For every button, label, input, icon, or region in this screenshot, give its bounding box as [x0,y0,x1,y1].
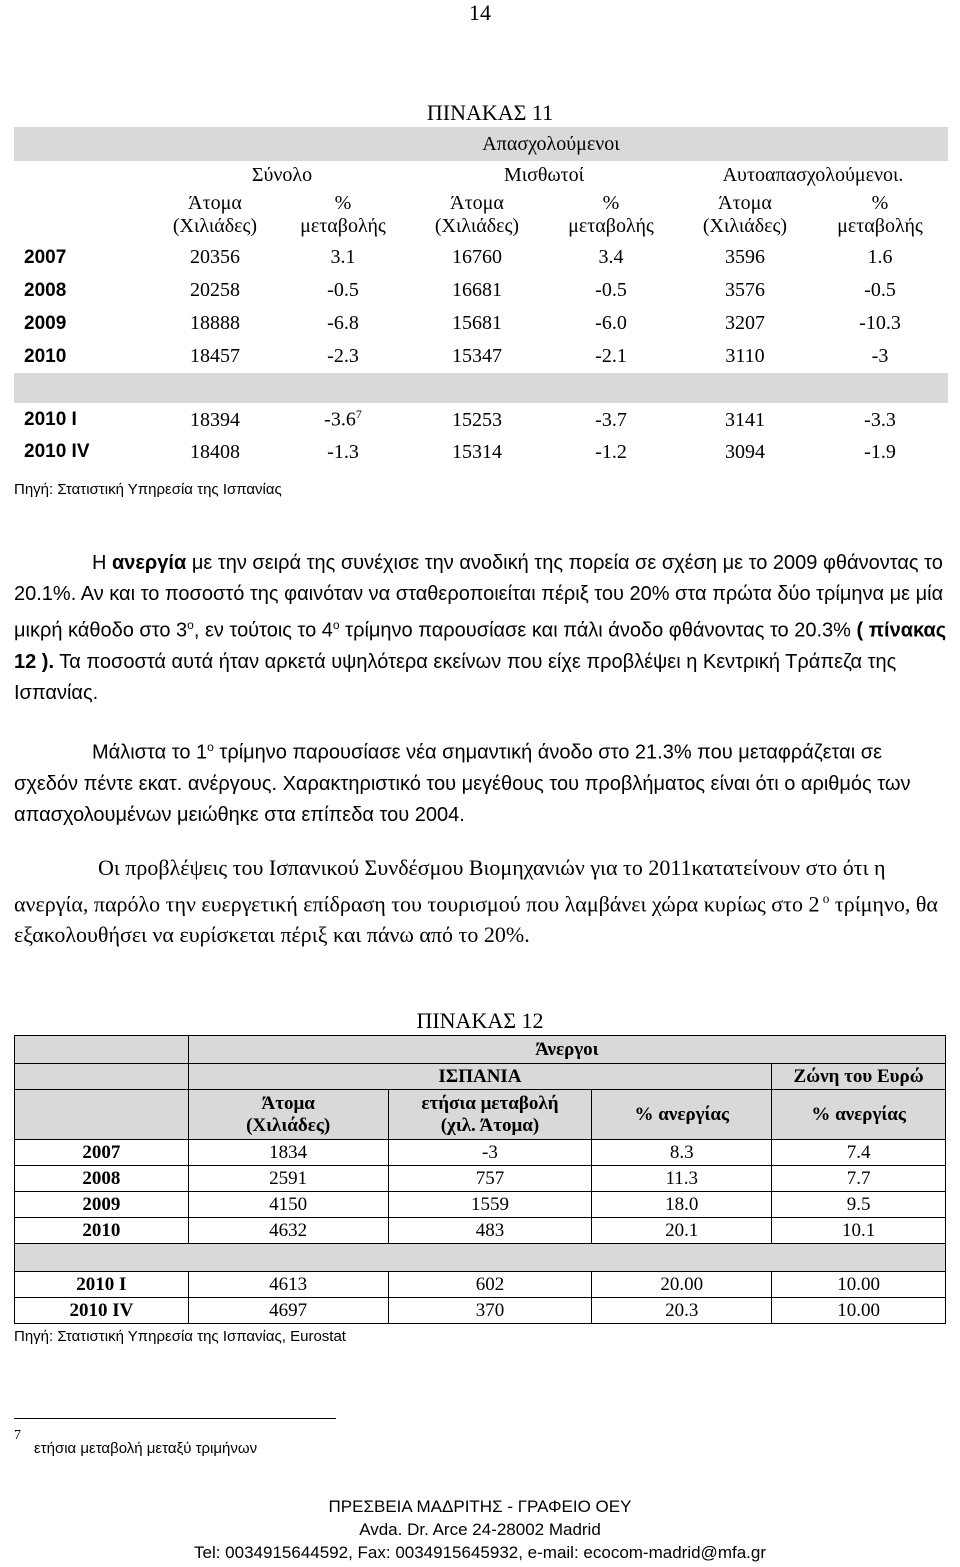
table-row: 2010 I 4613 602 20.00 10.00 [15,1272,946,1298]
table-separator [14,373,948,403]
col-header: % ανεργίας [592,1090,772,1140]
col-header: Άτομα (Χιλιάδες) [434,192,520,237]
table11-source: Πηγή: Στατιστική Υπηρεσία της Ισπανίας [14,481,282,498]
table11-header-main: Απασχολούμενοι [154,127,948,161]
footer-line-3: Tel: 0034915644592, Fax: 0034915645932, e-mail: ecocom-madrid@mfa.gr [194,1543,766,1562]
col-header: % μεταβολής [837,192,923,237]
footer-line-1: ΠΡΕΣΒΕΙΑ ΜΑΔΡΙΤΗΣ - ΓΡΑΦΕΙΟ ΟΕΥ [328,1497,632,1516]
table12-title: ΠΙΝΑΚΑΣ 12 [416,1008,544,1033]
col-header: ετήσια μεταβολή (χιλ. Άτομα) [388,1090,592,1140]
paragraph-1: Η ανεργία με την σειρά της συνέχισε την ανοδική της πορεία σε σχέση με το 2009 φθάνοντας το 20.1%. Αν και το ποσοστό της φαινόταν να σταθεροποιείται πέριξ του 20% στα πρώτα δύο τρίμηνα με μία μικρή κάθοδο στο $3^o$, εν τούτοις το $4^o$ τρίμηνο παρουσίασε και πάλι άνοδο φθάνοντας το 20.3% ( πίνακας 12 ). Τα ποσοστά αυτά ήταν αρκετά υψηλότερα εκείνων που είχε προβλέψει η Κεντρική Τράπεζα της Ισπανίας. [14,552,947,704]
table-row: 2009 18888 -6.8 15681 -6.0 3207 -10.3 [24,312,901,334]
table-row: 2010 IV 4697 370 20.3 10.00 [15,1298,946,1324]
table-separator [15,1244,946,1272]
group-spain: ΙΣΠΑΝΙΑ [188,1064,771,1090]
table11-title: ΠΙΝΑΚΑΣ 11 [426,100,554,125]
table12 [14,1035,946,1324]
footnote-rule [14,1418,336,1419]
group-eurozone: Ζώνη του Ευρώ [772,1064,946,1090]
paragraph-2: Μάλιστα το $1^o$ τρίμηνο παρουσίασε νέα σημαντική άνοδο στο 21.3% που μεταφράζεται σε σχεδόν πέντε εκατ. ανέργους. Χαρακτηριστικό του μεγέθους του προβλήματος είναι ότι ο αριθμός των απασχολουμένων μειώθηκε στα επίπεδα του 2004. [14,740,911,826]
table12-source: Πηγή: Στατιστική Υπηρεσία της Ισπανίας, Eurostat [14,1328,346,1345]
table-row: 2010 IV 18408 -1.3 15314 -1.2 3094 -1.9 [24,440,896,463]
col-header: % ανεργίας [772,1090,946,1140]
col-header: Άτομα (Χιλιάδες) [172,192,258,237]
table-row: 2008 2591 757 11.3 7.7 [15,1166,946,1192]
table-row: 2007 20356 3.1 16760 3.4 3596 1.6 [24,246,893,268]
group-total: Σύνολο [251,163,313,186]
table-row: 2008 20258 -0.5 16681 -0.5 3576 -0.5 [24,279,896,301]
table-row: 2007 1834 -3 8.3 7.4 [15,1140,946,1166]
col-header: % μεταβολής [300,192,386,237]
col-header: Άτομα (Χιλιάδες) [702,192,788,237]
table-row: 2010 4632 483 20.1 10.1 [15,1218,946,1244]
table12-header-main: Άνεργοι [188,1036,945,1064]
table-row: 2009 4150 1559 18.0 9.5 [15,1192,946,1218]
footnote-text: ετήσια μεταβολή μεταξύ τριμήνων [34,1440,258,1457]
footnote-ref: 7 [355,407,362,422]
footer-line-2: Avda. Dr. Arce 24-28002 Madrid [359,1520,601,1539]
paragraph-3: Οι προβλέψεις του Ισπανικού Συνδέσμου Βιομηχανιών για το 2011κατατείνουν στο ότι η ανεργία, παρόλο την ευεργετική επίδραση του τουρισμού που λαμβάνει χώρα κυρίως στο 2 $^o$ τρίμηνο, θα εξακολουθήσει να ευρίσκεται πέριξ και πάνω από το 20%. [14,855,938,948]
col-header: % μεταβολής [568,192,654,237]
table11 [14,127,948,467]
footnote-number: 7 [14,1428,21,1443]
page-number: 14 [469,0,491,25]
col-header: Άτομα (Χιλιάδες) [188,1090,388,1140]
group-employees: Μισθωτοί [503,163,585,186]
group-self-employed: Αυτοαπασχολούμενοι. [722,163,904,186]
table-row: 2010 I 18394 $-3.6^7$ 15253 -3.7 3141 -3.3 [24,407,896,431]
table-row: 2010 18457 -2.3 15347 -2.1 3110 -3 [24,345,889,367]
